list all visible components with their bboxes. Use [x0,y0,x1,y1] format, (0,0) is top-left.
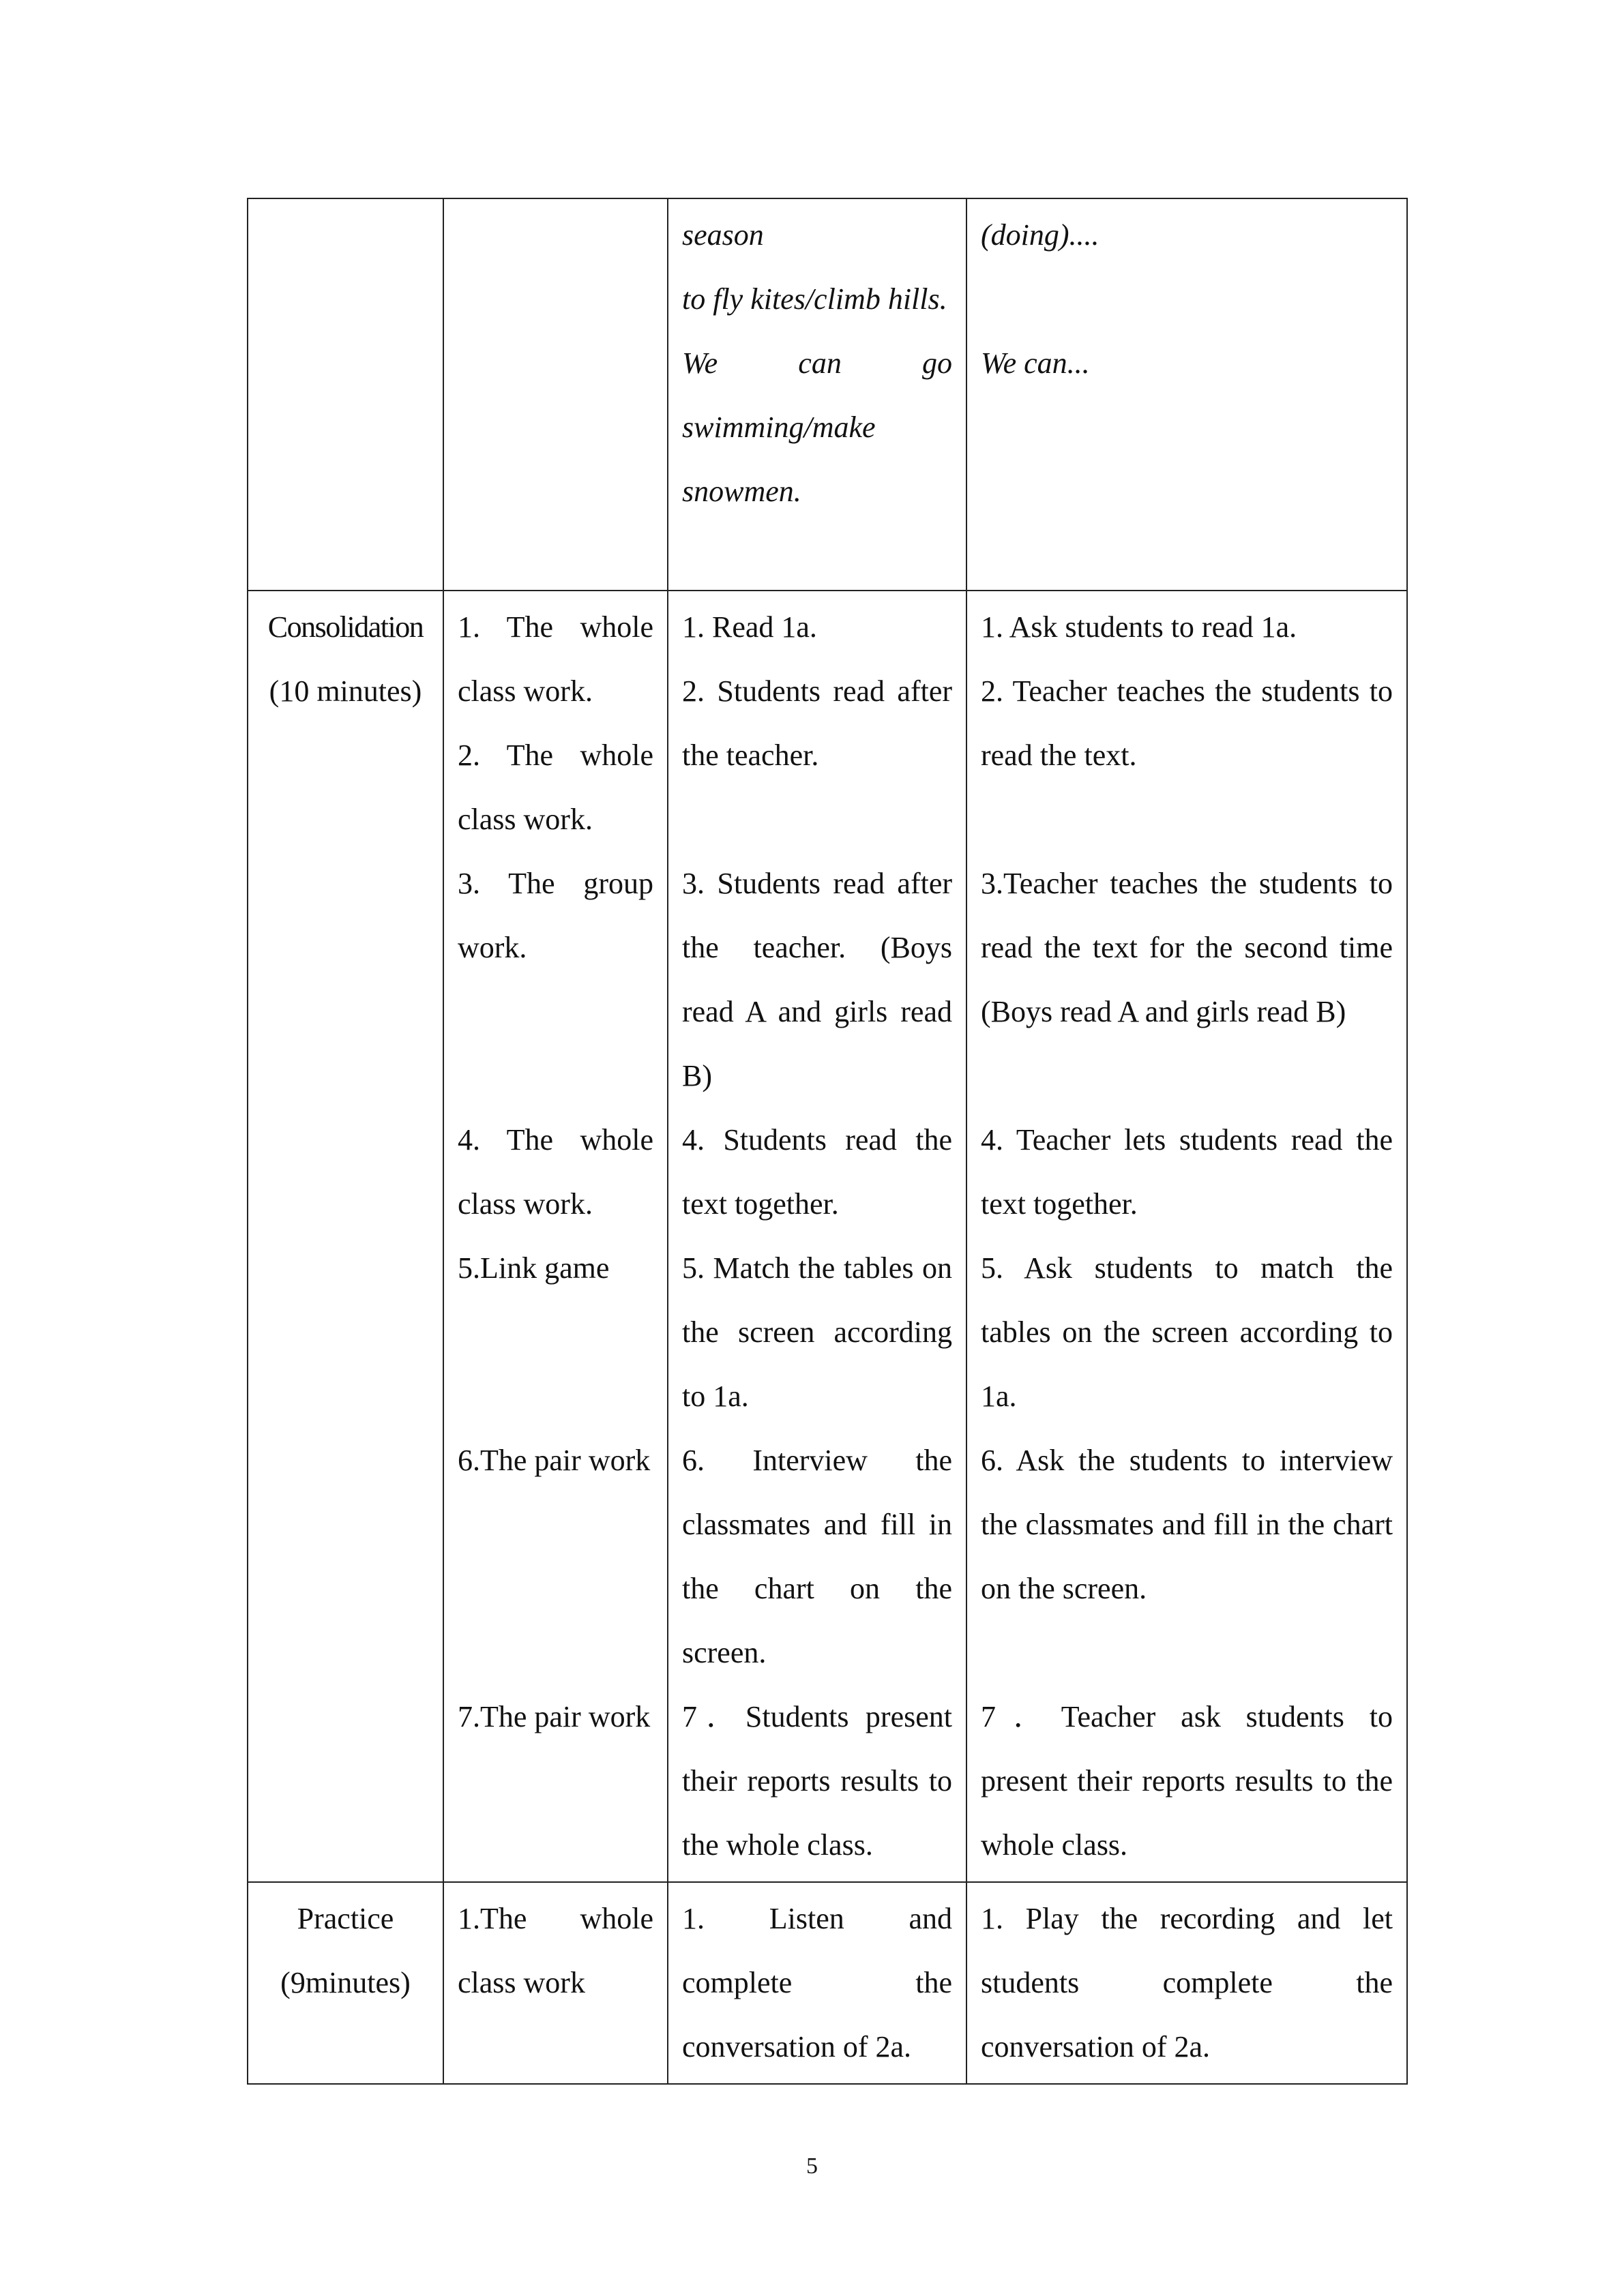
mode-cell [443,198,668,591]
stage-cell [248,1882,443,2084]
student-activity-item: 1. Listen and complete the conversation of 2a. [682,1902,952,2063]
page-number: 5 [806,2153,818,2179]
student-activity-item: 6. Interview the classmates and fill in the chart on the screen. [682,1444,952,1669]
mode-item: 2. The whole class work. [458,739,653,836]
teacher-activity-cell [966,198,1407,591]
student-activity-item: 2. Students read after the teacher. [682,674,952,772]
stage-cell [248,591,443,1882]
mode-item: 5.Link game [458,1251,610,1285]
table-row [248,591,1407,1882]
teacher-activity-item: 1. Play the recording and let students complete the conversation of 2a. [981,1902,1393,2063]
mode-item: 4. The whole class work. [458,1123,653,1221]
teacher-activity-item: 6. Ask the students to interview the classmates and fill in the chart on the screen. [981,1444,1393,1605]
student-activity-cell [668,591,966,1882]
stage-name: Consolidation [267,610,424,644]
teacher-activity-cell [966,1882,1407,2084]
teacher-activity-item: 2. Teacher teaches the students to read the text. [981,674,1393,772]
student-activity-item: 3. Students read after the teacher. (Boys read A and girls read B) [682,867,952,1092]
teacher-activity-cell [966,591,1407,1882]
mode-item: 1.The whole class work [458,1902,653,1999]
teacher-activity-text: (doing).... [981,218,1099,252]
student-activity-cell [668,1882,966,2084]
mode-cell [443,1882,668,2084]
teacher-activity-item: 7．Teacher ask students to present their reports results to the whole class. [981,1700,1393,1862]
student-activity-cell [668,198,966,591]
stage-cell [248,198,443,591]
student-activity-item: 4. Students read the text together. [682,1123,952,1221]
student-activity-text: We can go swimming/make snowmen. [682,346,952,508]
table-row [248,198,1407,591]
mode-item: 1. The whole class work. [458,610,653,708]
table-row [248,1882,1407,2084]
mode-item: 6.The pair work [458,1444,651,1477]
mode-item: 7.The pair work [458,1700,651,1733]
teacher-activity-item: 3.Teacher teaches the students to read the text for the second time (Boys read A and girls read B) [981,867,1393,1028]
student-activity-item: 1. Read 1a. [682,610,817,644]
teacher-activity-item: 4. Teacher lets students read the text together. [981,1123,1393,1221]
student-activity-text: season [682,218,764,252]
teacher-activity-item: 1. Ask students to read 1a. [981,610,1297,644]
student-activity-item: 7．Students present their reports results to the whole class. [682,1700,952,1862]
mode-item: 3. The group work. [458,867,653,964]
student-activity-text: to fly kites/climb hills. [682,282,947,316]
mode-cell [443,591,668,1882]
teacher-activity-text: We can... [981,346,1090,380]
lesson-plan-table [247,198,1408,2085]
teacher-activity-item: 5. Ask students to match the tables on the screen according to 1a. [981,1251,1393,1413]
stage-duration: (9minutes) [280,1966,411,1999]
stage-duration: (10 minutes) [269,674,422,708]
stage-name: Practice [297,1902,394,1935]
student-activity-item: 5. Match the tables on the screen according to 1a. [682,1251,952,1413]
